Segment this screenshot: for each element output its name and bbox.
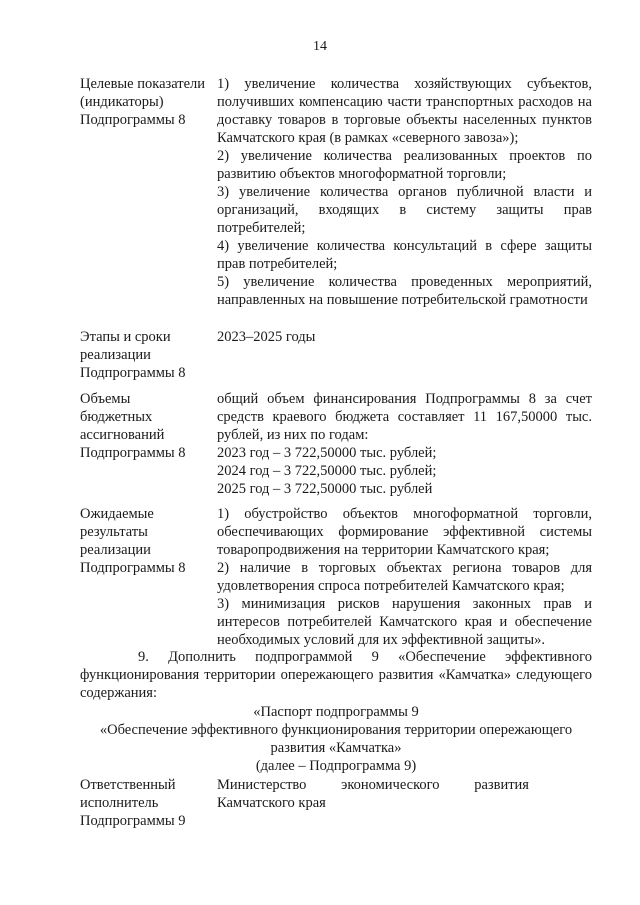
section-label: Целевые показатели (индикаторы) Подпрограммы 8	[80, 76, 206, 128]
section-content	[217, 776, 529, 812]
indicator-item: 3) увеличение количества органов публичной власти и организаций, входящих в систему защиты прав потребителей;	[217, 184, 592, 236]
result-item: 3) минимизация рисков нарушения законных прав и интересов потребителей Камчатского края и обеспечение необходимых условий для их эффективной защиты».	[217, 596, 592, 648]
result-item: 2) наличие в торговых объектах региона товаров для удовлетворения спроса потребителей Камчатского края;	[217, 560, 592, 594]
section-content	[217, 75, 592, 309]
section-label: Объемы бюджетных ассигнований Подпрограммы 8	[80, 391, 186, 461]
section-label: Ожидаемые результаты реализации Подпрограммы 8	[80, 506, 186, 576]
passport-heading-line: «Паспорт подпрограммы 9	[253, 704, 419, 720]
passport-heading-line: (далее – Подпрограмма 9)	[255, 758, 417, 774]
stages-item: 2023–2025 годы	[217, 329, 316, 345]
page-number: 14	[313, 39, 327, 54]
paragraph-9: 9. Дополнить подпрограммой 9 «Обеспечение эффективного функционирования территории опережающего развития «Камчатка» следующего содержания:	[80, 649, 592, 701]
budget-item: общий объем финансирования Подпрограммы 8 за счет средств краевого бюджета составляет 11 167,50000 тыс. рублей, из них по годам:	[217, 391, 592, 443]
passport-heading-line: «Обеспечение эффективного функционирования территории опережающего	[99, 722, 573, 738]
section-label: Этапы и сроки реализации Подпрограммы 8	[80, 329, 186, 381]
responsible-line: Министерство экономического развития	[217, 777, 529, 793]
passport-heading-line: развития «Камчатка»	[270, 740, 402, 756]
section-content	[217, 328, 592, 346]
responsible-line: Камчатского края	[217, 795, 326, 811]
indicator-item: 5) увеличение количества проведенных мероприятий, направленных на повышение потребительской грамотности	[217, 274, 592, 308]
budget-item: 2024 год – 3 722,50000 тыс. рублей;	[217, 463, 437, 479]
result-item: 1) обустройство объектов многоформатной торговли, обеспечивающих формирование эффективной системы товаропродвижения на территории Камчатского края;	[217, 506, 592, 558]
budget-item: 2025 год – 3 722,50000 тыс. рублей	[217, 481, 433, 497]
section-label: Ответственный исполнитель Подпрограммы 9	[80, 777, 186, 829]
indicator-item: 2) увеличение количества реализованных проектов по развитию объектов многоформатной торговли;	[217, 148, 592, 182]
indicator-item: 4) увеличение количества консультаций в сфере защиты прав потребителей;	[217, 238, 592, 272]
budget-item: 2023 год – 3 722,50000 тыс. рублей;	[217, 445, 437, 461]
section-content	[217, 390, 592, 498]
section-content	[217, 505, 592, 649]
indicator-item: 1) увеличение количества хозяйствующих субъектов, получивших компенсацию части транспортных расходов на доставку товаров в торговые объекты населенных пунктов Камчатского края (в рамках «северного завоза»);	[217, 76, 592, 146]
